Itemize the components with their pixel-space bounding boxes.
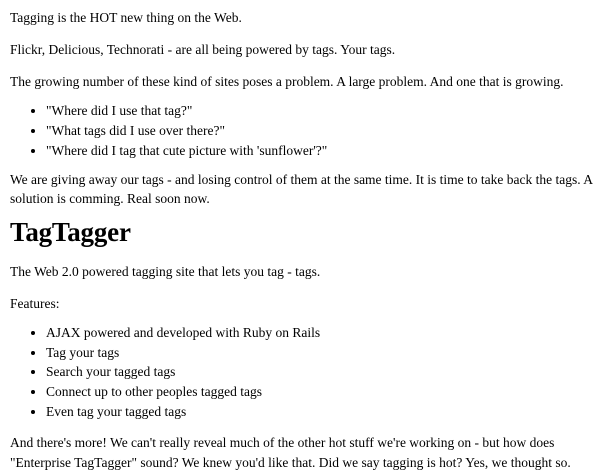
question-list [10,101,597,160]
list-item: • "What tags did I use over there?" [46,121,597,141]
list-item: • Search your tagged tags [46,362,597,382]
list-item: • AJAX powered and developed with Ruby on Rails [46,323,597,343]
features-label: Features: [10,295,60,311]
list-item: • "Where did I tag that cute picture with 'sunflower'?" [46,141,597,161]
page-title: TagTagger [10,216,131,247]
list-item: • "Where did I use that tag?" [46,101,597,121]
intro-line-1: Tagging is the HOT new thing on the Web. [10,10,242,25]
tagline: The Web 2.0 powered tagging site that lets you tag - tags. [10,263,321,279]
intro-line-3: The growing number of these kind of sites poses a problem. A large problem. And one that is growing. [10,74,564,90]
list-item: • Connect up to other peoples tagged tags [46,382,597,402]
list-item: • Even tag your tagged tags [46,402,597,422]
closing-paragraph: And there's more! We can't really reveal much of the other hot stuff we're working on - but how does "Enterprise TagTagger" sound? We knew you'd like that. Did we say tagging is hot? Yes, we thought so. [10,435,571,470]
problem-statement: We are giving away our tags - and losing control of them at the same time. It is time to take back the tags. A solution is comming. Real soon now. [10,171,593,206]
list-item: • Tag your tags [46,343,597,363]
intro-line-2: Flickr, Delicious, Technorati - are all being powered by tags. Your tags. [10,42,396,58]
features-list [10,323,597,422]
